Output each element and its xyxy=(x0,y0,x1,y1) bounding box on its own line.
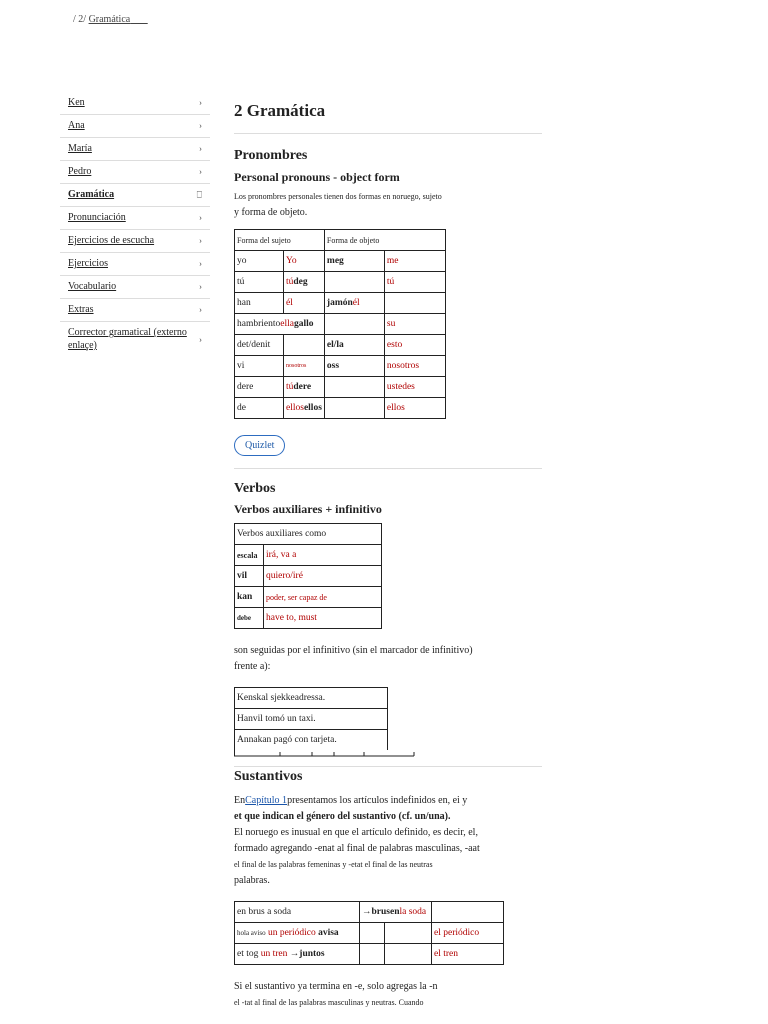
section-heading-sustantivos: Sustantivos xyxy=(234,769,303,784)
quizlet-button[interactable]: Quizlet xyxy=(234,435,285,456)
table-cell: nosotros xyxy=(384,356,445,377)
cell-bold: jamón xyxy=(326,298,353,308)
cell-bold: dere xyxy=(293,382,312,392)
table-cell xyxy=(284,272,325,293)
cell-bold: gallo xyxy=(293,319,314,329)
paragraph-text: formado agregando -enat al final de palabras masculinas, -aat xyxy=(234,843,480,854)
chevron-right-icon: › xyxy=(199,166,202,177)
table-cell: yo xyxy=(235,251,284,272)
cell-red: tú xyxy=(286,382,294,392)
intro-line-2: y forma de objeto. xyxy=(234,207,308,218)
table-cell: vil xyxy=(235,566,264,587)
infinitive-note-line-2: frente a): xyxy=(234,661,271,672)
articles-paragraph xyxy=(234,793,542,889)
sidebar-item-label: María xyxy=(68,143,92,154)
table-row xyxy=(235,587,382,608)
intro-line-1: Los pronombres personales tienen dos formas en noruego, sujeto xyxy=(234,192,442,201)
divider xyxy=(234,468,542,469)
table-cell xyxy=(385,944,432,965)
table-cell: me xyxy=(384,251,445,272)
table-cell xyxy=(385,923,432,944)
chapter-1-link[interactable]: Capítulo 1 xyxy=(245,795,288,806)
table-cell xyxy=(324,293,384,314)
sidebar-item-label: Extras xyxy=(68,304,94,315)
sidebar-item-label: Ken xyxy=(68,97,85,108)
table-row xyxy=(235,356,446,377)
chevron-right-icon: › xyxy=(199,120,202,131)
paragraph-text: presentamos los artículos indefinidos en, ei y xyxy=(287,795,468,806)
table-row xyxy=(235,335,446,356)
cell-bold: ellos xyxy=(303,403,322,413)
chevron-right-icon: › xyxy=(199,97,202,108)
table-cell xyxy=(284,377,325,398)
table-cell: Yo xyxy=(284,251,325,272)
paragraph-text: El noruego es inusual en que el artículo definido, es decir, el, xyxy=(234,827,478,838)
table-cell: escala xyxy=(235,545,264,566)
breadcrumb-prefix: / 2/ xyxy=(73,14,89,25)
sidebar-item-label: Vocabulario xyxy=(68,281,117,292)
sidebar-item-label: Pronunciación xyxy=(68,212,126,223)
table-cell: have to, must xyxy=(264,608,382,629)
table-row xyxy=(235,923,504,944)
table-cell: Kenskal sjekkeadressa. xyxy=(235,688,388,709)
table-cell xyxy=(324,377,384,398)
sidebar-item-vocabulario[interactable] xyxy=(60,276,210,299)
sidebar-item-label: Corrector gramatical (externo enlaçe) xyxy=(68,327,187,351)
sidebar-item-extras[interactable] xyxy=(60,299,210,322)
table-row xyxy=(235,944,504,965)
table-row xyxy=(235,314,446,335)
table-cell xyxy=(360,902,432,923)
table-cell xyxy=(324,398,384,419)
table-cell: irá, va a xyxy=(264,545,382,566)
sidebar-item-ken[interactable] xyxy=(60,92,210,115)
table-edge-fragment xyxy=(234,750,416,758)
table-cell: de xyxy=(235,398,284,419)
paragraph-text: palabras. xyxy=(234,875,270,886)
table-row xyxy=(235,251,446,272)
sidebar-item-ejercicios[interactable] xyxy=(60,253,210,276)
table-row xyxy=(235,377,446,398)
table-row xyxy=(235,709,388,730)
examples-table xyxy=(234,687,388,750)
table-cell xyxy=(360,923,385,944)
section-heading-pronombres: Pronombres xyxy=(234,148,308,163)
table-cell: Annakan pagó con tarjeta. xyxy=(235,730,388,751)
table-cell: poder, ser capaz de xyxy=(264,587,382,608)
header-object-form: Forma de objeto xyxy=(324,230,445,251)
table-cell: quiero/iré xyxy=(264,566,382,587)
chevron-right-icon: › xyxy=(199,281,202,292)
sidebar-item-corrector[interactable] xyxy=(60,322,210,357)
cell-red: un periódico xyxy=(267,928,316,938)
subheading-verbos-auxiliares: Verbos auxiliares + infinitivo xyxy=(234,502,382,516)
table-row xyxy=(235,608,382,629)
divider xyxy=(234,766,542,767)
pronoun-table xyxy=(234,229,446,419)
infinitive-note-line-1: son seguidas por el infinitivo (sin el marcador de infinitivo) xyxy=(234,645,473,656)
definite-article-table xyxy=(234,901,504,965)
sidebar-item-gramatica[interactable] xyxy=(60,184,210,207)
table-cell: su xyxy=(384,314,445,335)
cell-bold: deg xyxy=(293,277,308,287)
paragraph-text: el -tat al final de las palabras masculinas y neutras. Cuando xyxy=(234,998,424,1007)
sidebar-item-label: Gramática xyxy=(68,189,115,200)
table-cell xyxy=(324,272,384,293)
chevron-right-icon: › xyxy=(199,304,202,315)
breadcrumb-current[interactable]: Gramática xyxy=(88,14,131,25)
infinitive-note xyxy=(234,643,542,675)
table-cell: en brus a soda xyxy=(235,902,360,923)
table-cell xyxy=(284,335,325,356)
table-row xyxy=(235,730,388,751)
cell-red: un tren xyxy=(260,949,288,959)
cell-text: hambriento xyxy=(237,319,281,329)
paragraph-text: Si el sustantivo ya termina en -e, solo agregas la -n xyxy=(234,981,438,992)
table-cell: nosotros xyxy=(284,356,325,377)
collapse-icon: ⎕ xyxy=(196,189,202,200)
table-row xyxy=(235,545,382,566)
table-cell: det/denit xyxy=(235,335,284,356)
sidebar-item-label: Pedro xyxy=(68,166,92,177)
header-subject-form: Forma del sujeto xyxy=(235,230,325,251)
chevron-right-icon: › xyxy=(199,143,202,154)
paragraph-bold-text: et que indican el género del sustantivo (cf. un/una). xyxy=(234,811,451,822)
cell-red: ella xyxy=(280,319,294,329)
table-header-row xyxy=(235,524,382,545)
chevron-right-icon: › xyxy=(199,235,202,246)
divider xyxy=(234,133,542,134)
table-cell xyxy=(235,314,325,335)
cell-bold: brusen xyxy=(371,907,400,917)
table-cell xyxy=(384,293,445,314)
table-cell: él xyxy=(284,293,325,314)
table-cell: tú xyxy=(384,272,445,293)
intro-text xyxy=(234,189,542,221)
table-cell: oss xyxy=(324,356,384,377)
paragraph-text: el final de las palabras femeninas y -etat el final de las neutras xyxy=(234,860,433,869)
table-cell: han xyxy=(235,293,284,314)
section-heading-verbos: Verbos xyxy=(234,481,276,496)
cell-red: ellos xyxy=(286,403,304,413)
table-cell xyxy=(324,314,384,335)
table-row xyxy=(235,902,504,923)
cell-small: hola aviso xyxy=(237,929,266,937)
ending-e-paragraph xyxy=(234,979,542,1011)
arrow-right-icon: → xyxy=(362,907,372,917)
table-row xyxy=(235,272,446,293)
sidebar-item-maria[interactable] xyxy=(60,138,210,161)
cell-red: tú xyxy=(286,277,294,287)
sidebar-item-ejercicios-escucha[interactable] xyxy=(60,230,210,253)
table-cell: el periódico xyxy=(432,923,504,944)
sidebar-item-pronunciacion[interactable] xyxy=(60,207,210,230)
table-cell xyxy=(432,902,504,923)
sidebar-nav xyxy=(60,92,210,357)
table-row xyxy=(235,293,446,314)
table-row xyxy=(235,566,382,587)
table-cell: esto xyxy=(384,335,445,356)
auxiliary-verbs-table xyxy=(234,523,382,629)
table-cell: ellos xyxy=(384,398,445,419)
cell-bold: avisa xyxy=(318,928,339,938)
cell-red: él xyxy=(352,298,360,308)
breadcrumb xyxy=(73,14,148,25)
table-cell: vi xyxy=(235,356,284,377)
page-title: 2 Gramática xyxy=(234,101,326,120)
sidebar-item-ana[interactable] xyxy=(60,115,210,138)
table-cell xyxy=(235,923,360,944)
table-cell: Hanvil tomó un taxi. xyxy=(235,709,388,730)
table-cell: el tren xyxy=(432,944,504,965)
cell-text: et tog xyxy=(237,949,259,959)
table-cell: ustedes xyxy=(384,377,445,398)
cell-red: la soda xyxy=(399,907,427,917)
sidebar-item-label: Ana xyxy=(68,120,85,131)
sidebar-item-pedro[interactable] xyxy=(60,161,210,184)
table-cell xyxy=(235,944,360,965)
table-cell xyxy=(284,398,325,419)
table-cell xyxy=(360,944,385,965)
main-content xyxy=(234,96,542,1011)
table-row xyxy=(235,688,388,709)
paragraph-text: En xyxy=(234,795,246,806)
table-cell: dere xyxy=(235,377,284,398)
sidebar-item-label: Ejercicios xyxy=(68,258,108,269)
chevron-right-icon: › xyxy=(199,212,202,223)
cell-bold: →juntos xyxy=(289,949,325,959)
table-cell: Verbos auxiliares como xyxy=(235,524,382,545)
table-header-row xyxy=(235,230,446,251)
table-cell: debe xyxy=(235,608,264,629)
chevron-right-icon: › xyxy=(199,334,202,344)
table-cell: kan xyxy=(235,587,264,608)
chevron-right-icon: › xyxy=(199,258,202,269)
table-cell: meg xyxy=(324,251,384,272)
table-cell: el/la xyxy=(324,335,384,356)
table-row xyxy=(235,398,446,419)
subheading-personal-pronouns: Personal pronouns - object form xyxy=(234,170,400,184)
table-cell: tú xyxy=(235,272,284,293)
sidebar-item-label: Ejercicios de escucha xyxy=(68,235,155,246)
